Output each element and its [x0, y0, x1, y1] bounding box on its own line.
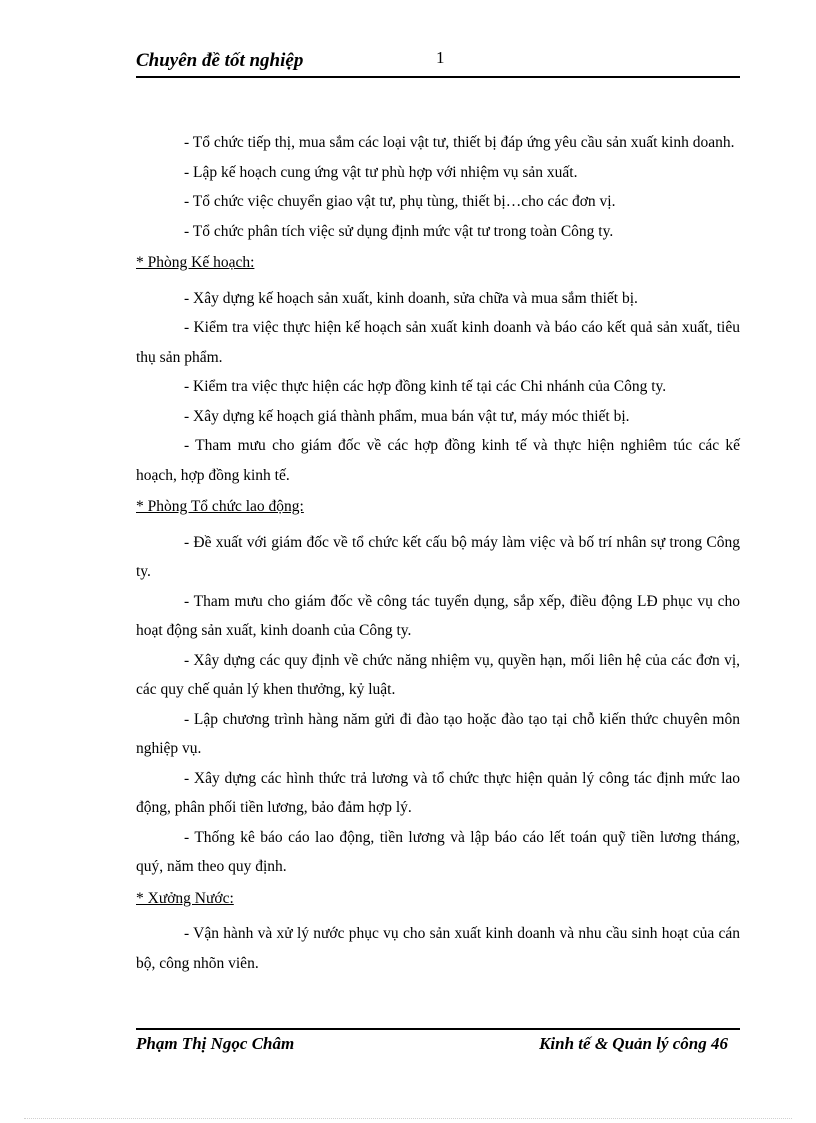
page-footer	[136, 1028, 740, 1054]
page-bottom-divider	[24, 1118, 792, 1119]
page-number: 1	[436, 48, 445, 67]
paragraph: - Tham mưu cho giám đốc về công tác tuyển dụng, sắp xếp, điều động LĐ phục vụ cho hoạt động sản xuất, kinh doanh của Công ty.	[136, 592, 740, 639]
paragraph: - Kiểm tra việc thực hiện các hợp đồng kinh tế tại các Chi nhánh của Công ty.	[184, 378, 667, 395]
paragraph: - Xây dựng các hình thức trả lương và tổ chức thực hiện quản lý công tác định mức lao động, phân phối tiền lương, bảo đảm hợp lý.	[136, 769, 740, 816]
document-title: Chuyên đề tốt nghiệp	[136, 50, 304, 71]
document-body	[136, 128, 740, 978]
paragraph: - Xây dựng kế hoạch giá thành phẩm, mua bán vật tư, máy móc thiết bị.	[184, 407, 630, 425]
course-name: Kinh tế & Quản lý công 46	[539, 1034, 728, 1053]
paragraph: - Lập kế hoạch cung ứng vật tư phù hợp với nhiệm vụ sản xuất.	[184, 163, 578, 181]
paragraph: - Tham mưu cho giám đốc về các hợp đồng kinh tế và thực hiện nghiêm túc các kế hoạch, hợp đồng kinh tế.	[136, 437, 740, 484]
paragraph: - Tổ chức tiếp thị, mua sắm các loại vật tư, thiết bị đáp ứng yêu cầu sản xuất kinh doanh.	[184, 134, 735, 151]
paragraph: - Đề xuất với giám đốc về tổ chức kết cấu bộ máy làm việc và bố trí nhân sự trong Công ty.	[136, 533, 740, 580]
section-heading: * Phòng Kế hoạch:	[136, 254, 255, 271]
paragraph: - Kiểm tra việc thực hiện kế hoạch sản xuất kinh doanh và báo cáo kết quả sản xuất, tiêu thụ sản phẩm.	[136, 319, 740, 366]
section-heading: * Xưởng Nước:	[136, 889, 234, 907]
paragraph: - Thống kê báo cáo lao động, tiền lương và lập báo cáo lết toán quỹ tiền lương tháng, quý, năm theo quy định.	[136, 828, 740, 875]
page-header	[136, 48, 740, 78]
section-heading: * Phòng Tổ chức lao động:	[136, 498, 304, 515]
author-name: Phạm Thị Ngọc Châm	[136, 1034, 295, 1053]
paragraph: - Tổ chức việc chuyển giao vật tư, phụ tùng, thiết bị…cho các đơn vị.	[184, 193, 616, 210]
paragraph: - Xây dựng kế hoạch sản xuất, kinh doanh, sửa chữa và mua sắm thiết bị.	[184, 289, 638, 307]
paragraph: - Xây dựng các quy định về chức năng nhiệm vụ, quyền hạn, mối liên hệ của các đơn vị, các quy chế quản lý khen thưởng, kỷ luật.	[136, 651, 740, 698]
paragraph: - Tổ chức phân tích việc sử dụng định mức vật tư trong toàn Công ty.	[184, 222, 614, 240]
paragraph: - Lập chương trình hàng năm gửi đi đào tạo hoặc đào tạo tại chỗ kiến thức chuyên môn nghiệp vụ.	[136, 710, 740, 757]
paragraph: - Vận hành và xử lý nước phục vụ cho sản xuất kinh doanh và nhu cầu sinh hoạt của cán bộ, công nhõn viên.	[136, 925, 740, 972]
